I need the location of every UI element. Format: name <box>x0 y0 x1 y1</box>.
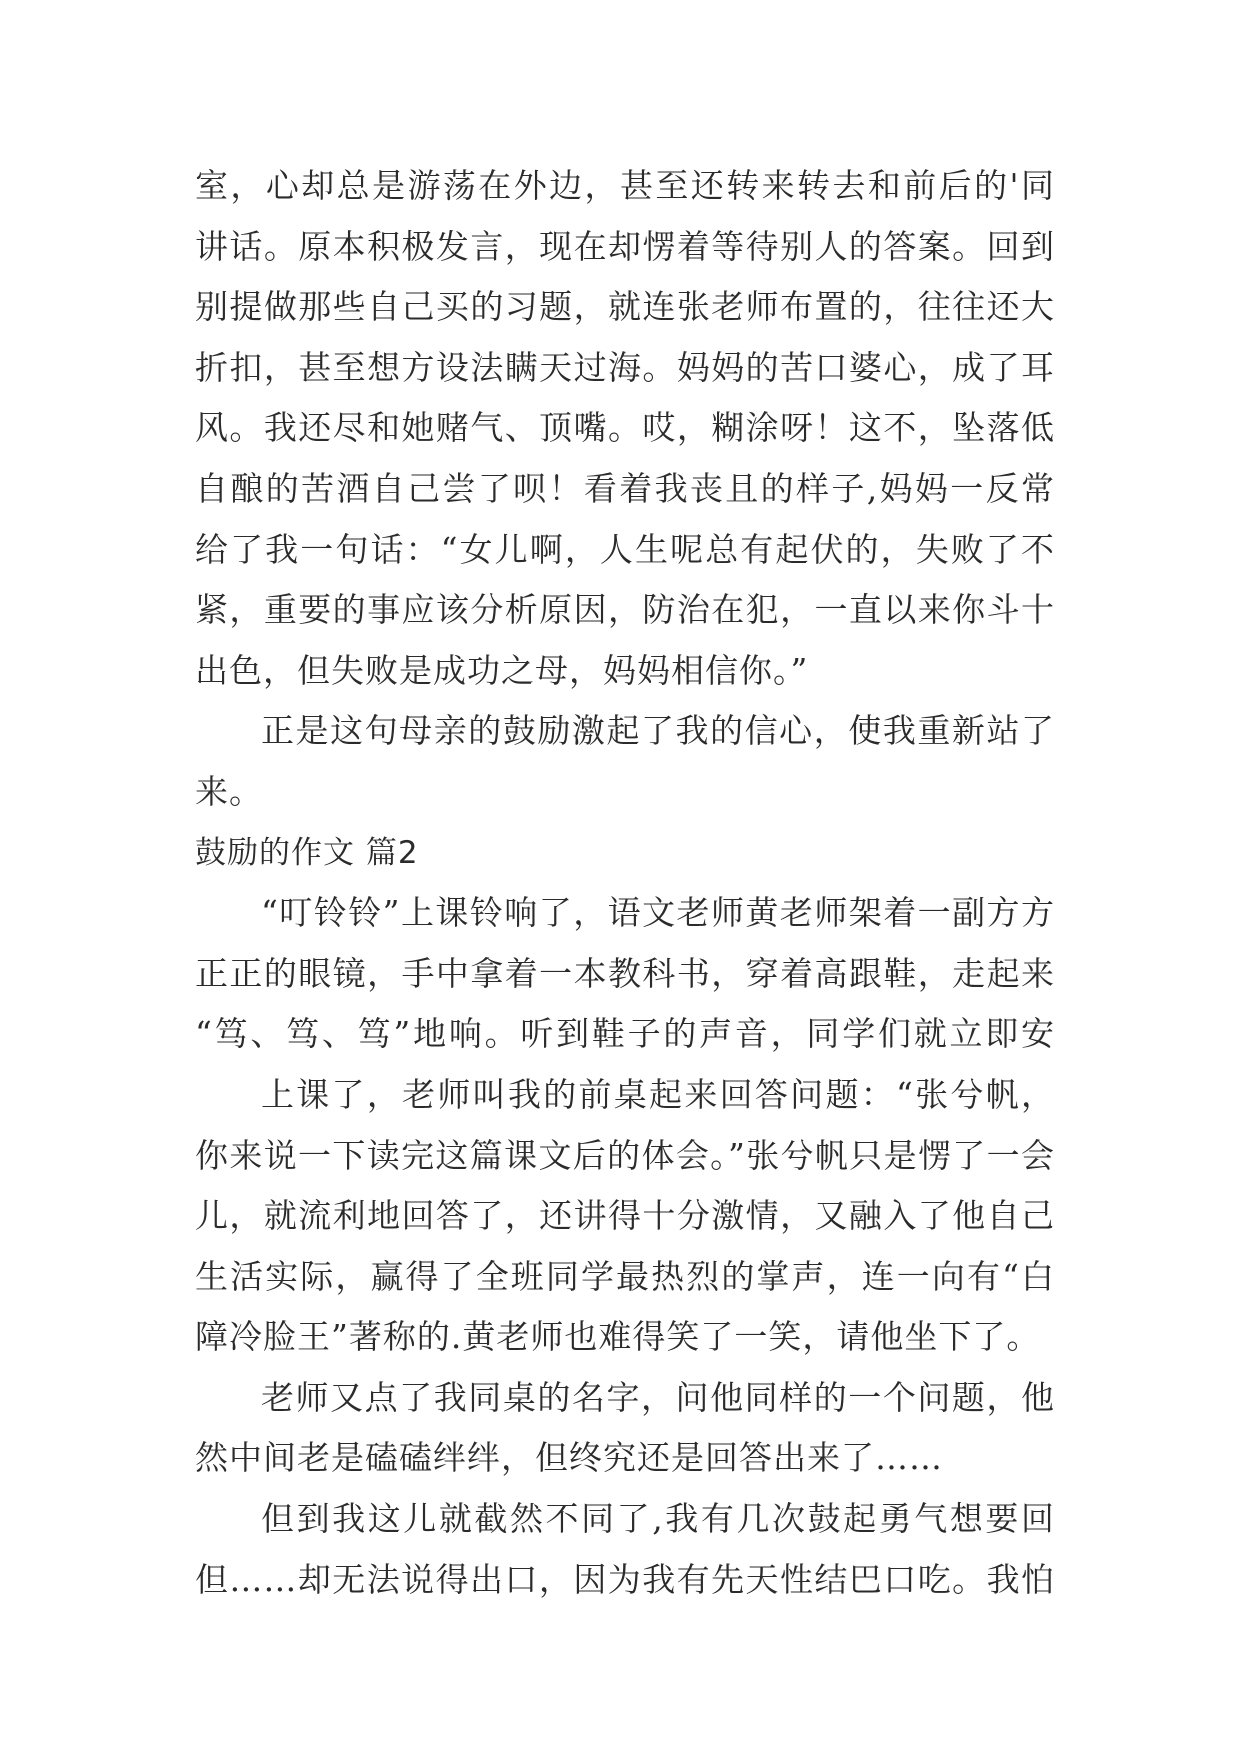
paragraph-first-line: 老师又点了我同桌的名字，问他同样的一个问题，他 <box>261 1377 1055 1417</box>
text-line: 给了我一句话：“女儿啊，人生呢总有起伏的，失败了不 <box>195 529 1055 569</box>
text-line: 出色，但失败是成功之母，妈妈相信你。” <box>195 650 809 690</box>
paragraph-first-line: 上课了，老师叫我的前桌起来回答问题：“张兮帆， <box>261 1074 1055 1114</box>
text-line: 来。 <box>195 771 263 811</box>
text-line: 你来说一下读完这篇课文后的体会。”张兮帆只是愣了一会 <box>195 1135 1055 1175</box>
text-line: 然中间老是磕磕绊绊，但终究还是回答出来了…… <box>195 1438 943 1478</box>
text-line: 紧，重要的事应该分析原因，防治在犯，一直以来你斗十 <box>195 590 1055 630</box>
paragraph-first-line: “叮铃铃”上课铃响了，语文老师黄老师架着一副方方 <box>261 893 1055 933</box>
text-line: 障冷脸王”著称的.黄老师也难得笑了一笑，请他坐下了。 <box>195 1317 1041 1357</box>
text-line: 儿，就流利地回答了，还讲得十分激情，又融入了他自己 <box>195 1196 1055 1236</box>
text-line: 折扣，甚至想方设法瞒天过海。妈妈的苦口婆心，成了耳 <box>195 347 1055 387</box>
paragraph-first-line: 正是这句母亲的鼓励激起了我的信心，使我重新站了 <box>261 711 1055 751</box>
text-line: “笃、笃、笃”地响。听到鞋子的声音，同学们就立即安 <box>195 1014 1055 1054</box>
text-line: 风。我还尽和她赌气、顶嘴。哎，糊涂呀！这不，坠落低 <box>195 408 1055 448</box>
text-line: 别提做那些自己买的习题，就连张老师布置的，往往还大 <box>195 287 1055 327</box>
text-line: 讲话。原本积极发言，现在却愣着等待别人的答案。回到 <box>195 226 1055 266</box>
text-line: 正正的眼镜，手中拿着一本教科书，穿着高跟鞋，走起来 <box>195 953 1055 993</box>
essay-body <box>195 156 1055 1610</box>
text-line: 自酿的苦酒自己尝了呗！看着我丧且的样子,妈妈一反常 <box>195 468 1055 508</box>
text-line: 室，心却总是游荡在外边，甚至还转来转去和前后的'同 <box>195 166 1055 205</box>
section-heading: 鼓励的作文 篇2 <box>195 834 419 871</box>
paragraph-first-line: 但到我这儿就截然不同了,我有几次鼓起勇气想要回 <box>261 1499 1055 1539</box>
text-line: 但……却无法说得出口，因为我有先天性结巴口吃。我怕 <box>195 1559 1055 1599</box>
text-line: 生活实际，赢得了全班同学最热烈的掌声，连一向有“白 <box>195 1256 1055 1296</box>
